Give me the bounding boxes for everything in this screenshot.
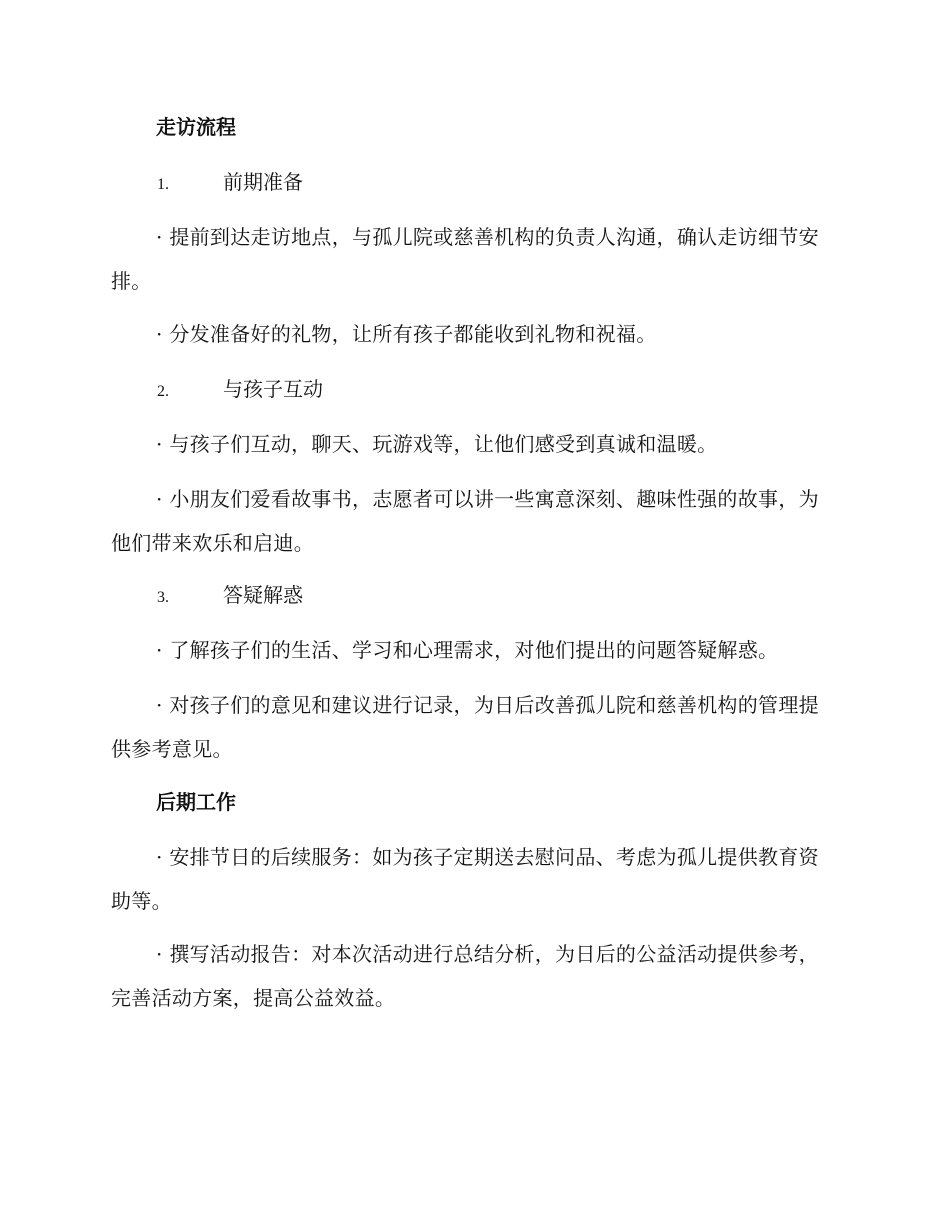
- step-2-title: 与孩子互动: [223, 377, 323, 401]
- step-1-bullet-1: · 提前到达走访地点，与孤儿院或慈善机构的负责人沟通，确认走访细节安排。: [111, 225, 819, 293]
- step-3-title: 答疑解惑: [223, 583, 303, 607]
- step-3-number: 3.: [157, 589, 169, 606]
- step-1-heading: [157, 169, 303, 195]
- step-1-number: 1.: [157, 176, 169, 193]
- step-3-heading: [157, 582, 303, 608]
- follow-up-bullet-2: · 撰写活动报告：对本次活动进行总结分析，为日后的公益活动提供参考，完善活动方案，提高公益效益。: [111, 942, 819, 1010]
- step-3-bullet-1: · 了解孩子们的生活、学习和心理需求，对他们提出的问题答疑解惑。: [156, 638, 779, 662]
- step-1-title: 前期准备: [223, 170, 303, 194]
- step-2-bullet-2: · 小朋友们爱看故事书，志愿者可以讲一些寓意深刻、趣味性强的故事，为他们带来欢乐和启迪。: [111, 487, 819, 555]
- step-2-heading: [157, 376, 323, 402]
- step-1-bullet-2: · 分发准备好的礼物，让所有孩子都能收到礼物和祝福。: [156, 322, 657, 346]
- step-3-bullet-2: · 对孩子们的意见和建议进行记录，为日后改善孤儿院和慈善机构的管理提供参考意见。: [111, 693, 819, 761]
- section-heading-visit-process: 走访流程: [156, 115, 236, 139]
- step-2-number: 2.: [157, 383, 169, 400]
- step-2-bullet-1: · 与孩子们互动，聊天、玩游戏等，让他们感受到真诚和温暖。: [156, 432, 718, 456]
- section-heading-follow-up: 后期工作: [156, 790, 236, 814]
- follow-up-bullet-1: · 安排节日的后续服务：如为孩子定期送去慰问品、考虑为孤儿提供教育资助等。: [111, 845, 819, 913]
